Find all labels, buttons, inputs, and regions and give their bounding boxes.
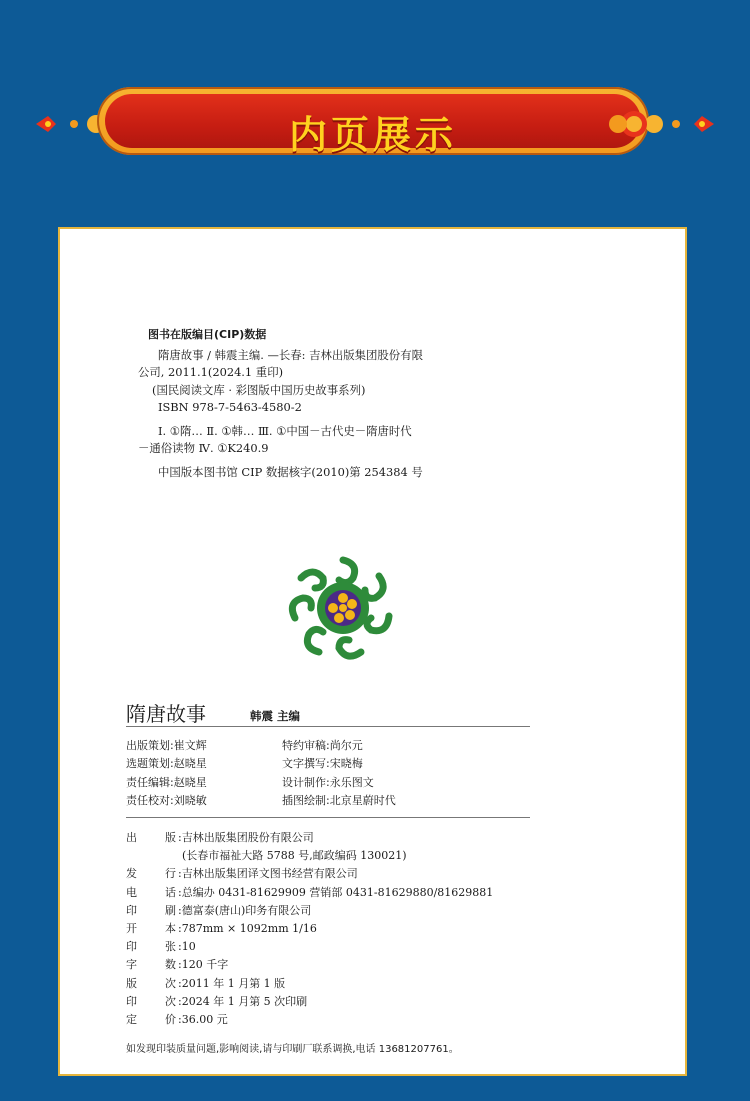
- pub-row: [126, 938, 606, 956]
- quality-note: 如发现印装质量问题,影响阅读,请与印刷厂联系调换,电话 13681207761。: [126, 1044, 459, 1055]
- pub-row: [126, 829, 606, 847]
- pub-value: :德富泰(唐山)印务有限公司: [178, 903, 312, 917]
- staff-credit: 责任校对:刘晓敏: [126, 794, 207, 808]
- book-editor: 韩震 主编: [250, 709, 301, 723]
- pub-row: [126, 902, 606, 920]
- pub-row: [126, 1011, 606, 1029]
- cip-line: －通俗读物 Ⅳ. ①K240.9: [138, 441, 269, 455]
- staff-column-left: [126, 737, 207, 811]
- pub-value: :吉林出版集团译文图书经营有限公司: [178, 867, 358, 881]
- staff-credit: 文字撰写:宋晓梅: [282, 757, 363, 771]
- pub-label: 定 价: [126, 1013, 176, 1027]
- cip-line: ISBN 978-7-5463-4580-2: [158, 400, 302, 414]
- copyright-page: [58, 227, 687, 1076]
- banner-inner: [105, 94, 641, 157]
- banner-frame: [97, 87, 649, 155]
- pub-row: [126, 884, 606, 902]
- pub-row: [126, 920, 606, 938]
- cip-title: 图书在版编目(CIP)数据: [148, 328, 267, 341]
- staff-credit: 设计制作:永乐图文: [282, 775, 374, 789]
- pub-value: :36.00 元: [178, 1013, 228, 1027]
- pub-label: 印 刷: [126, 903, 176, 917]
- cip-line: Ⅰ. ①隋… Ⅱ. ①韩… Ⅲ. ①中国－古代史－隋唐时代: [158, 423, 412, 438]
- staff-credit: 插图绘制:北京星蔚时代: [282, 794, 396, 808]
- pub-label: 出 版: [126, 831, 176, 844]
- publisher-emblem-icon: [283, 552, 403, 664]
- pub-label: 字 数: [126, 958, 176, 972]
- pub-value: :2024 年 1 月第 5 次印刷: [178, 994, 308, 1008]
- right-ornament-icon: [608, 102, 716, 146]
- staff-credit: 出版策划:崔文辉: [126, 739, 207, 752]
- staff-credit: 责任编辑:赵晓星: [126, 775, 207, 789]
- pub-row: [126, 975, 606, 993]
- pub-value: :总编办 0431-81629909 营销部 0431-81629880/81629881: [178, 885, 494, 899]
- pub-label: 印 次: [126, 994, 176, 1008]
- pub-row: [126, 956, 606, 974]
- divider: [126, 817, 530, 818]
- pub-label: 印 张: [126, 940, 176, 954]
- pub-label: 版 次: [126, 976, 176, 990]
- book-title-row: [126, 701, 530, 727]
- pub-value: :2011 年 1 月第 1 版: [178, 976, 286, 990]
- pub-value: :787mm × 1092mm 1/16: [178, 922, 317, 936]
- cip-line: (国民阅读文库 · 彩图版中国历史故事系列): [152, 382, 366, 397]
- publication-info: [126, 829, 606, 1029]
- banner-title: 内页展示: [288, 113, 457, 157]
- book-title: 隋唐故事: [126, 702, 206, 726]
- pub-address: (长春市福祉大路 5788 号,邮政编码 130021): [182, 849, 407, 863]
- staff-credit: 特约审稿:尚尔元: [282, 739, 363, 752]
- pub-label: 开 本: [126, 922, 176, 936]
- staff-column-right: [282, 737, 396, 811]
- cip-block: [138, 326, 548, 481]
- pub-value: :吉林出版集团股份有限公司: [178, 831, 314, 844]
- pub-value: :10: [178, 940, 196, 954]
- staff-credit: 选题策划:赵晓星: [126, 757, 207, 771]
- cip-line: 中国版本图书馆 CIP 数据核字(2010)第 254384 号: [158, 464, 423, 479]
- cip-line: 公司, 2011.1(2024.1 重印): [138, 365, 284, 379]
- pub-value: :120 千字: [178, 958, 229, 972]
- pub-label: 发 行: [126, 867, 176, 881]
- page-banner: [0, 80, 750, 170]
- pub-row: [126, 847, 606, 865]
- cip-line: 隋唐故事 / 韩震主编. —长春: 吉林出版集团股份有限: [158, 347, 423, 362]
- pub-row: [126, 865, 606, 883]
- pub-label: 电 话: [126, 885, 176, 899]
- pub-row: [126, 993, 606, 1011]
